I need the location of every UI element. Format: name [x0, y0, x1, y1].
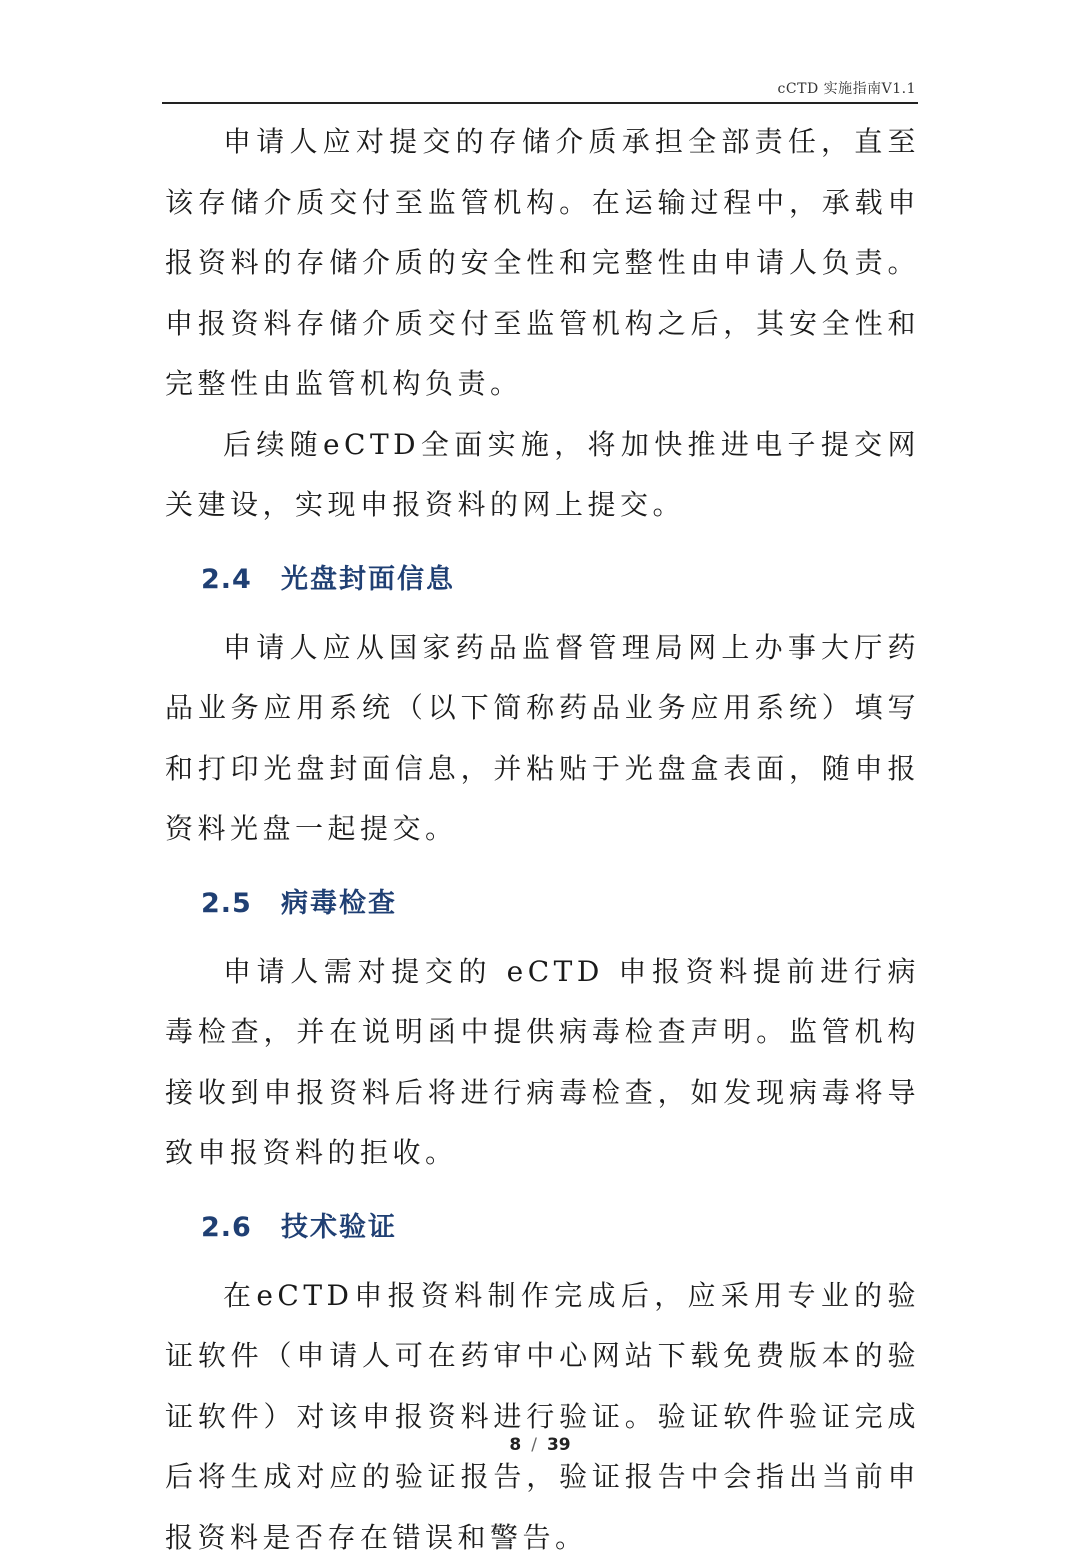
- paragraph-disc-cover: 申请人应从国家药品监督管理局网上办事大厅药品业务应用系统（以下简称药品业务应用系统）填写和打印光盘封面信息，并粘贴于光盘盒表面，随申报资料光盘一起提交。: [165, 618, 920, 860]
- paragraph-gateway: 后续随eCTD全面实施，将加快推进电子提交网关建设，实现申报资料的网上提交。: [165, 415, 920, 536]
- page-separator: /: [531, 1435, 537, 1455]
- paragraph-storage-responsibility: 申请人应对提交的存储介质承担全部责任，直至该存储介质交付至监管机构。在运输过程中，承载申报资料的存储介质的安全性和完整性由申请人负责。申报资料存储介质交付至监管机构之后，其安全性和完整性由监管机构负责。: [165, 112, 920, 415]
- page-footer: [0, 1435, 1080, 1455]
- section-number: 2.4: [201, 542, 281, 618]
- section-heading-2-4: [165, 542, 920, 618]
- section-heading-2-5: [165, 866, 920, 942]
- paragraph-technical-validation: 在eCTD申报资料制作完成后，应采用专业的验证软件（申请人可在药审中心网站下载免费版本的验证软件）对该申报资料进行验证。验证软件验证完成后将生成对应的验证报告，验证报告中会指出当前申报资料是否存在错误和警告。: [165, 1266, 920, 1568]
- page-header: [162, 78, 918, 104]
- page-total: 39: [547, 1435, 571, 1455]
- section-title: 技术验证: [281, 1212, 397, 1243]
- document-body: [165, 112, 920, 1568]
- section-title: 光盘封面信息: [281, 564, 455, 595]
- section-title: 病毒检查: [281, 888, 397, 919]
- page-number: 8: [509, 1435, 521, 1455]
- paragraph-virus-check: 申请人需对提交的 eCTD 申报资料提前进行病毒检查，并在说明函中提供病毒检查声明。监管机构接收到申报资料后将进行病毒检查，如发现病毒将导致申报资料的拒收。: [165, 942, 920, 1184]
- section-number: 2.5: [201, 866, 281, 942]
- header-title: cCTD 实施指南V1.1: [778, 78, 916, 98]
- section-number: 2.6: [201, 1190, 281, 1266]
- section-heading-2-6: [165, 1190, 920, 1266]
